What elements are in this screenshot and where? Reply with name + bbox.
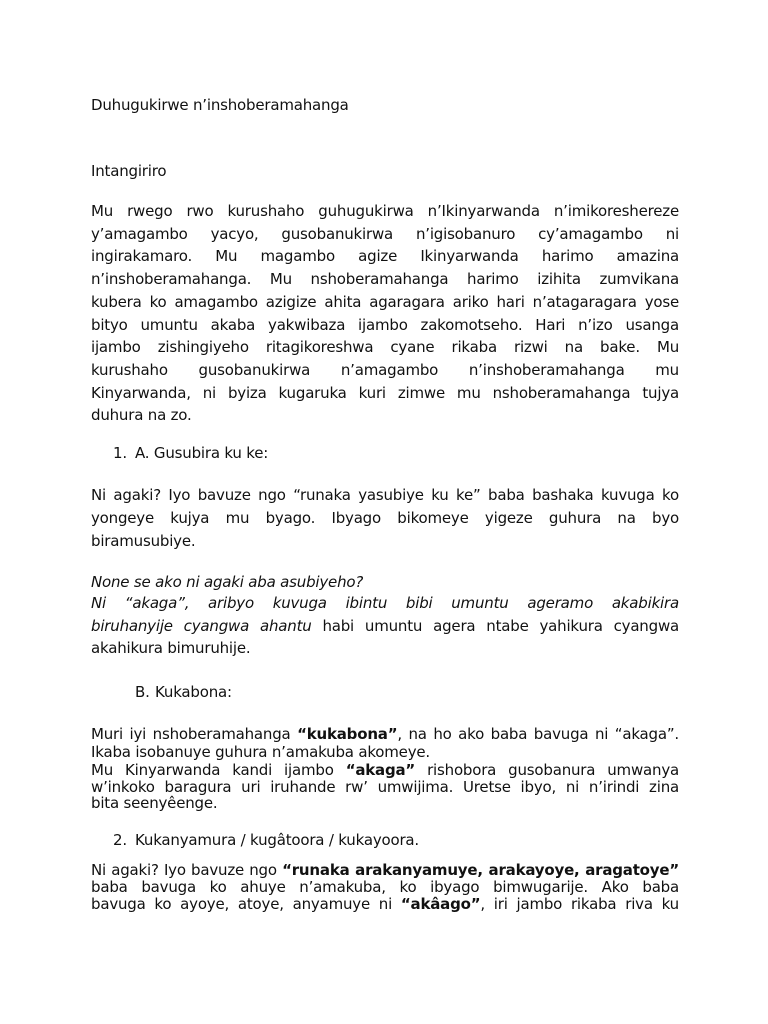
intro-line: bityo umuntu akaba yakwibaza ijambo zakomotseho. Hari n’izo usanga bbox=[91, 315, 679, 334]
section-1-title: A. Gusubira ku ke: bbox=[135, 444, 269, 462]
bold-term: “runaka arakanyamuye, arakayoye, aragatoye” bbox=[282, 861, 679, 879]
section-2-paragraph bbox=[91, 862, 679, 913]
section-2-number: 2. bbox=[113, 831, 127, 849]
answer-italic-1: Ni “akaga”, aribyo kuvuga ibintu bibi umuntu ageramo akabikira bbox=[91, 594, 679, 612]
intro-line: kurushaho gusobanukirwa n’amagambo n’inshoberamahanga mu bbox=[91, 360, 679, 379]
text-run: Mu Kinyarwanda kandi ijambo bbox=[91, 761, 346, 779]
intro-line: n’inshoberamahanga. Mu nshoberamahanga harimo izihita zumvikana bbox=[91, 270, 679, 289]
section-b-line: Ikaba isobanuye guhura n’amakuba akomeye. bbox=[91, 743, 430, 761]
section-b-heading bbox=[135, 682, 232, 702]
section-2-line bbox=[91, 862, 679, 879]
document-title: Duhugukirwe n’inshoberamahanga bbox=[91, 96, 349, 114]
section-1-answer bbox=[91, 592, 679, 660]
section-1-question: None se ako ni agaki aba asubiyeho? bbox=[91, 573, 364, 591]
intro-line: Kinyarwanda, ni byiza kugaruka kuri zimwe mu nshoberamahanga tujya bbox=[91, 383, 679, 402]
section-2-line bbox=[91, 896, 679, 913]
text-run: Ni agaki? Iyo bavuze ngo bbox=[91, 861, 283, 879]
section-b-line bbox=[91, 724, 679, 744]
section-1-paragraph bbox=[91, 484, 679, 553]
section-b-line bbox=[91, 762, 679, 779]
section-1-heading bbox=[113, 443, 268, 463]
section-b-line: w’inkoko baragura uri iruhande rw’ umwijima. Uretse ibyo, ni n’irindi zina bbox=[91, 777, 679, 796]
section-2-line: baba bavuga ko ahuye n’amakuba, ko ibyago bimwugarije. Ako baba bbox=[91, 878, 679, 896]
intro-line: duhura na zo. bbox=[91, 406, 192, 425]
intro-line: ingirakamaro. Mu magambo agize Ikinyarwanda harimo amazina bbox=[91, 247, 679, 266]
bold-term: “kukabona” bbox=[297, 725, 398, 743]
section-b-paragraph-1 bbox=[91, 724, 679, 744]
bold-term: “akaga” bbox=[345, 761, 416, 779]
intro-line: y’amagambo yacyo, gusobanukirwa n’igisobanuro cy’amagambo ni bbox=[91, 224, 679, 243]
section-2-title: Kukanyamura / kugâtoora / kukayoora. bbox=[135, 831, 419, 849]
intro-line: ijambo zishingiyeho ritagikoreshwa cyane rikaba rizwi na bake. Mu bbox=[91, 338, 679, 357]
section-2-heading bbox=[113, 830, 419, 850]
text-run: rishobora gusobanura umwanya bbox=[415, 761, 680, 779]
section-b-number: B. bbox=[135, 683, 150, 701]
answer-line bbox=[91, 592, 679, 615]
answer-rest-2: habi umuntu agera ntabe yahikura cyangwa bbox=[311, 616, 679, 635]
section-1-number: 1. bbox=[113, 444, 127, 462]
bold-term: “akâago” bbox=[400, 895, 481, 913]
section-1-line: yongeye kujya mu byago. Ibyago bikomeye yigeze guhura na byo bbox=[91, 509, 679, 527]
intro-paragraph bbox=[91, 200, 679, 427]
section-1-line: biramusubiye. bbox=[91, 532, 196, 550]
intro-heading: Intangiriro bbox=[91, 162, 167, 180]
section-b-title: Kukabona: bbox=[155, 683, 232, 701]
intro-line: Mu rwego rwo kurushaho guhugukirwa n’Ikinyarwanda n’imikoreshereze bbox=[91, 202, 679, 220]
text-run: , na ho ako baba bavuga ni “akaga”. bbox=[397, 725, 679, 743]
answer-line bbox=[91, 615, 679, 638]
intro-line: kubera ko amagambo azigize ahita agaragara ariko hari n’atagaragara yose bbox=[91, 292, 679, 311]
text-run: bavuga ko ayoye, atoye, anyamuye ni bbox=[91, 895, 401, 913]
section-1-line: Ni agaki? Iyo bavuze ngo “runaka yasubiye ku ke” baba bashaka kuvuga ko bbox=[91, 486, 679, 504]
answer-line: akahikura bimuruhije. bbox=[91, 639, 251, 657]
section-b-line: bita seenyêenge. bbox=[91, 794, 218, 812]
text-run: Muri iyi nshoberamahanga bbox=[91, 725, 298, 743]
section-b-paragraph-3 bbox=[91, 762, 679, 812]
answer-italic-2: biruhanyije cyangwa ahantu bbox=[91, 616, 312, 635]
text-run: , iri jambo rikaba riva ku bbox=[480, 895, 679, 913]
section-b-paragraph-2 bbox=[91, 744, 679, 762]
